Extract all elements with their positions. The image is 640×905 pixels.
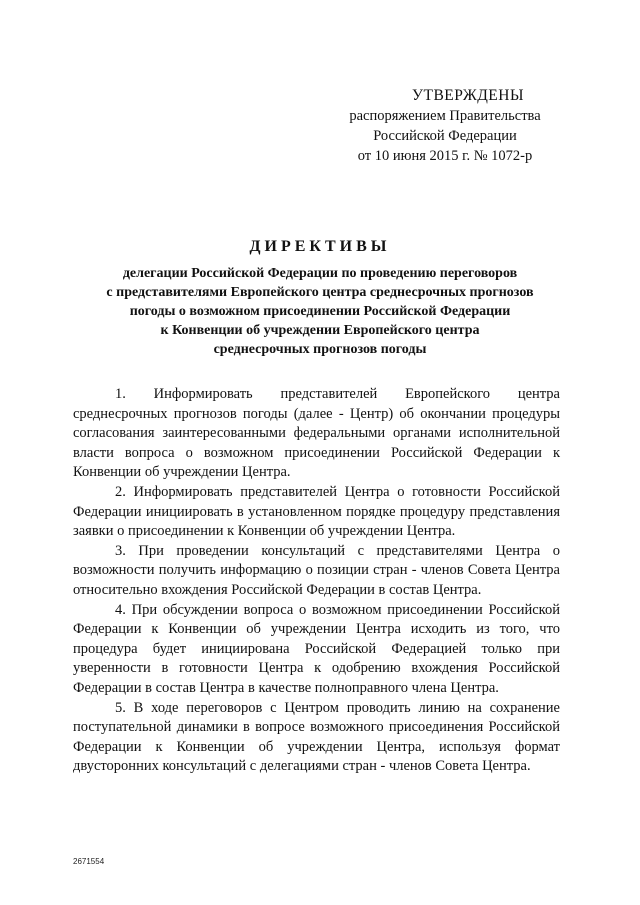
subtitle-line: делегации Российской Федерации по проведению переговоров (122, 266, 518, 281)
paragraph: 1. Информировать представителей Европейского центра среднесрочных прогнозов погоды (далее - Центр) об окончании процедуры согласования заинтересованными федеральными органами исполнительной власти вопроса о возможном присоединении Российской Федерации к Конвенции об учреждении Центра. (73, 386, 560, 481)
subtitle-line: среднесрочных прогнозов погоды (213, 342, 427, 357)
approval-line: от 10 июня 2015 г. № 1072-р (357, 148, 533, 164)
subtitle-line: погоды о возможном присоединении Российской Федерации (129, 304, 511, 319)
paragraph: 2. Информировать представителей Центра о готовности Российской Федерации инициировать в установленном порядке процедуру представления заявки о присоединении к Конвенции об учреждении Центра. (73, 483, 560, 540)
paragraph: 5. В ходе переговоров с Центром проводить линию на сохранение поступательной динамики в вопросе возможного присоединения Российской Федерации к Конвенции об учреждении Центра, используя формат двусторонних консультаций с делегациями стран - членов Совета Центра. (73, 699, 560, 775)
subtitle-line: к Конвенции об учреждении Европейского центра (160, 323, 480, 338)
approval-stamp (330, 86, 560, 166)
paragraph: 4. При обсуждении вопроса о возможном присоединении Российской Федерации к Конвенции об учреждении Центра исходить из того, что процедура будет инициирована Российской Федерацией только при уверенности в готовности Центра к одобрению вхождения Российской Федерации в состав Центра в качестве полноправного члена Центра. (73, 601, 560, 696)
subtitle-line: с представителями Европейского центра среднесрочных прогнозов (106, 285, 534, 300)
document-code: 2671554 (73, 857, 105, 866)
title-block (60, 236, 580, 359)
approval-line: распоряжением Правительства (349, 108, 541, 124)
paragraph: 3. При проведении консультаций с представителями Центра о возможности получить информацию о позиции стран - членов Совета Центра относительно вхождения Российской Федерации в состав Центра. (73, 542, 560, 598)
approval-heading: УТВЕРЖДЕНЫ (412, 87, 524, 104)
document-body (73, 385, 560, 777)
approval-line: Российской Федерации (373, 128, 517, 144)
document-title: ДИРЕКТИВЫ (249, 238, 391, 255)
